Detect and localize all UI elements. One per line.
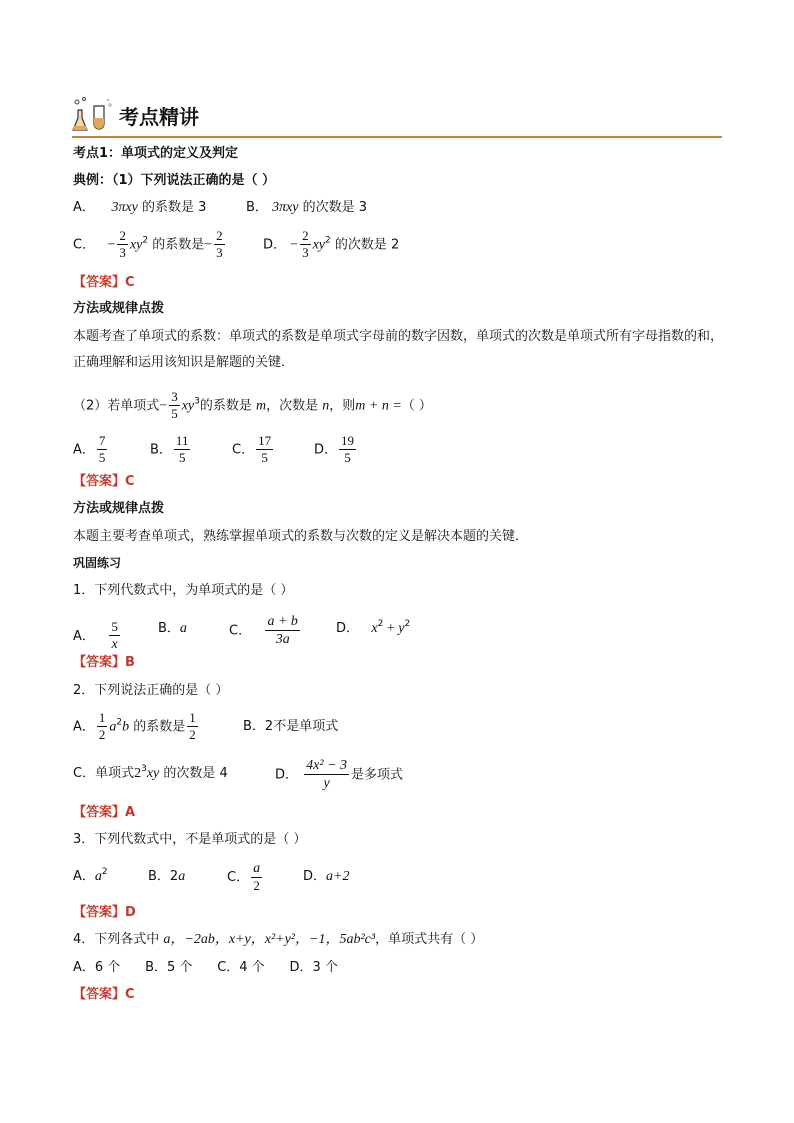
page-title: 考点精讲 (119, 105, 199, 129)
example-intro (73, 174, 275, 187)
fraction: $\frac{2}{3}$ (216, 228, 223, 261)
fraction: $\frac{3}{5}$ (171, 389, 178, 422)
example-q2-option-b: B． $\frac{11}{5}$ (150, 433, 189, 466)
practice-q2-option-c: C．单项式$2^3xy$ 的次数是 4 (73, 764, 228, 781)
header-icon (70, 96, 114, 134)
q2-method-title: 方法或规律点拨 (73, 501, 165, 516)
fraction: $\frac{2}{3}$ (119, 228, 126, 261)
expr-3pixy: 3πxy (111, 200, 138, 215)
example-q2-option-c: C． $\frac{17}{5}$ (232, 433, 272, 466)
header-rule (72, 136, 722, 138)
method-title: 方法或规律点拨 (73, 301, 165, 316)
example-intro-text: 典例：（1）下列说法正确的是（ ） (73, 173, 276, 188)
practice-q1-stem: 1．下列代数式中，为单项式的是（ ） (73, 583, 294, 598)
fraction: $\frac{2}{3}$ (302, 228, 309, 261)
fraction: $\frac{\text{4x² − 3}}{y}$ (306, 758, 348, 792)
practice-q1-answer: 【答案】B (73, 655, 135, 670)
fraction: $\frac{a + b}{3a}$ (267, 614, 298, 648)
practice-title: 巩固练习 (73, 556, 122, 570)
q4-items: a，−2ab，x+y，x²+y²，−1，5ab²c³ (163, 932, 376, 947)
example-option-c: C． − $\frac{2}{3}$ $xy^2$ 的系数是− $\frac{2}{3}$ (73, 228, 223, 261)
fraction: $\frac{5}{x}$ (111, 619, 118, 653)
fraction: $\frac{1}{2}$ (189, 710, 196, 743)
practice-q3-option-c: C． $\frac{a}{2}$ (227, 861, 261, 894)
practice-q1-option-c: C． $\frac{a + b}{3a}$ (229, 614, 298, 648)
example-q2-option-a: A． $\frac{7}{5}$ (73, 433, 106, 466)
practice-q2-option-a: A． $\frac{1}{2}$ $a^2b$ 的系数是 $\frac{1}{2}$ (73, 710, 196, 743)
practice-q2-answer: 【答案】A (73, 805, 136, 820)
fraction: $\frac{11}{5}$ (175, 433, 189, 466)
example-answer: 【答案】C (73, 275, 135, 290)
practice-q4-stem: 4．下列各式中 a，−2ab，x+y，x²+y²，−1，5ab²c³，单项式共有（ ） (73, 932, 484, 947)
practice-q3-option-b: B．2a (148, 869, 186, 884)
fraction: $\frac{1}{2}$ (98, 710, 106, 743)
q2-method-text: 本题主要考查单项式，熟练掌握单项式的系数与次数的定义是解决本题的关键． (73, 529, 529, 544)
fraction: $\frac{a}{2}$ (253, 861, 261, 894)
practice-q4-answer: 【答案】C (73, 987, 135, 1002)
method-text: 本题考查了单项式的系数：单项式的系数是单项式字母前的数字因数，单项式的次数是单项式所有字母指数的和，正确理解和运用该知识是解题的关键． (73, 329, 724, 370)
practice-q4-options: A．6 个 B．5 个 C．4 个 D．3 个 (73, 960, 338, 975)
practice-q1-option-b: B．a (158, 621, 187, 636)
practice-q2-option-b: B．2不是单项式 (243, 719, 339, 734)
practice-q3-option-a: A．$a^2$ (73, 867, 108, 884)
example-option-a: A． 3πxy 的系数是 3 (73, 200, 207, 215)
practice-q2-stem: 2．下列说法正确的是（ ） (73, 683, 229, 698)
practice-q1-option-d: D． $x^2 + y^2$ (336, 619, 411, 636)
expr-3pixy: 3πxy (272, 200, 299, 215)
fraction: $\frac{7}{5}$ (98, 433, 106, 466)
practice-q3-stem: 3．下列代数式中，不是单项式的是（ ） (73, 832, 307, 847)
fraction: $\frac{19}{5}$ (341, 433, 355, 466)
example-option-b: B． 3πxy 的次数是 3 (246, 200, 368, 215)
practice-q3-option-d: D．a+2 (303, 869, 350, 884)
practice-q2-option-d: D． $\frac{\text{4x² − 3}}{y}$ 是多项式 (275, 758, 404, 792)
example-option-d: D． − $\frac{2}{3}$ $xy^2$ 的次数是 2 (263, 228, 400, 261)
practice-q3-answer: 【答案】D (73, 905, 136, 920)
fraction: $\frac{17}{5}$ (258, 433, 272, 466)
example-q2: （2）若单项式− $\frac{3}{5}$ $xy^3$的系数是 m，次数是 n，则m + n =（ ） (73, 389, 432, 422)
kp1-title: 考点1：单项式的定义及判定 (73, 146, 239, 161)
example-q2-answer: 【答案】C (73, 474, 135, 489)
practice-q1-option-a: A． $\frac{5}{x}$ (73, 619, 118, 653)
example-q2-option-d: D． $\frac{19}{5}$ (314, 433, 355, 466)
